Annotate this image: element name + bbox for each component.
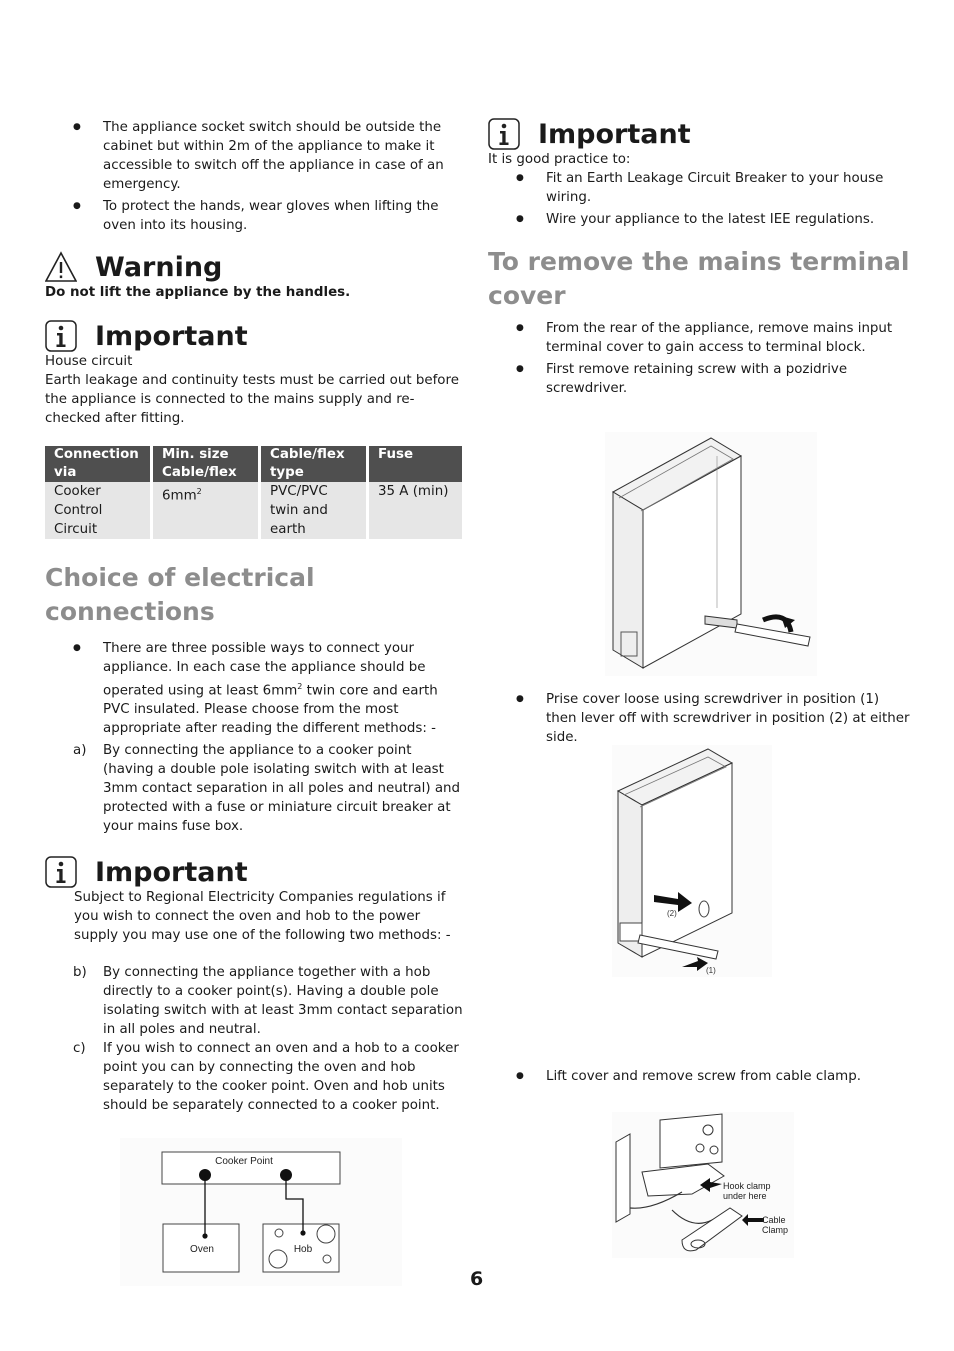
good-practice-bullets (488, 169, 913, 229)
list-item: ● First remove retaining screw with a pozidrive screwdriver. (488, 360, 913, 398)
prise-cover-figure (612, 745, 772, 977)
table-header: Min. size Cable/flex (153, 446, 261, 482)
list-item: ● Fit an Earth Leakage Circuit Breaker to your house wiring. (488, 169, 913, 207)
info-icon (45, 856, 77, 888)
section-title: Choice of electrical connections (45, 563, 315, 626)
cable-clamp-figure (612, 1112, 794, 1258)
page-number: 6 (470, 1268, 484, 1290)
terminal-cover-screw-figure (605, 432, 817, 676)
important-heading (45, 320, 465, 352)
under-here-label: under here (723, 1191, 767, 1201)
warning-title: Warning (95, 251, 223, 283)
warning-icon (45, 251, 77, 283)
method-a (45, 741, 465, 836)
position-2-label: (2) (667, 909, 677, 918)
table-cell: 35 A (min) (369, 482, 465, 539)
table-cell: $6mm^2$ (153, 482, 261, 539)
position-1-label: (1) (706, 966, 716, 975)
table-cell: Cooker Control Circuit (45, 482, 153, 539)
lift-cover-bullet (488, 1067, 913, 1089)
warning-heading (45, 251, 465, 283)
house-circuit-label: House circuit (45, 354, 133, 369)
important-heading-2 (45, 856, 465, 888)
important-title: Important (95, 856, 248, 888)
important-title: Important (538, 118, 691, 150)
table-cell: PVC/PVC twin and earth (261, 482, 369, 539)
list-item: ● Prise cover loose using screwdriver in position (1) then lever off with screwdriver in position (2) at either side. (488, 690, 913, 747)
list-item: ● Wire your appliance to the latest IEE regulations. (488, 210, 913, 229)
cable-label: Cable (762, 1215, 786, 1225)
table-row (45, 482, 465, 539)
list-item: ● Lift cover and remove screw from cable clamp. (488, 1067, 913, 1086)
clamp-label: Clamp (762, 1225, 789, 1235)
table-header: Cable/flex type (261, 446, 369, 482)
list-item: ● There are three possible ways to connect your appliance. In each case the appliance should be operated using at least $6mm^2$ twin core and earth PVC insulated. Please choose from the most appropriate after reading the different methods: - (45, 639, 465, 738)
important-title: Important (95, 320, 248, 352)
list-item: ● The appliance socket switch should be outside the cabinet but within 2m of the appliance to make it accessible to switch off the appliance in case of an emergency. (45, 118, 465, 194)
good-practice-intro: It is good practice to: (488, 152, 631, 167)
list-item: ● To protect the hands, wear gloves when lifting the oven into its housing. (45, 197, 465, 235)
warning-text: Do not lift the appliance by the handles. (45, 285, 351, 300)
info-icon (45, 320, 77, 352)
important-heading-3 (488, 118, 913, 150)
section-title: To remove the mains terminal cover (488, 247, 910, 310)
table-header: Fuse (369, 446, 465, 482)
table-header-row (45, 446, 465, 482)
list-item: c) If you wish to connect an oven and a hob to a cooker point you can by connecting the oven and hob separately to the cooker point. Oven and hob units should be separately connected to a cooker point. (73, 1041, 459, 1114)
remove-bullets (488, 319, 913, 398)
table-header: Connection via (45, 446, 153, 482)
earth-leakage-text: Earth leakage and continuity tests must be carried out before the appliance is connected to the mains supply and re-checked after fitting. (45, 373, 459, 426)
hook-clamp-label: Hook clamp (723, 1181, 771, 1191)
cooker-point-diagram (120, 1138, 402, 1286)
cable-spec-table (45, 446, 465, 539)
prise-bullet (488, 690, 913, 750)
choice-bullets (45, 639, 465, 738)
info-icon (488, 118, 520, 150)
regulations-text: Subject to Regional Electricity Companies regulations if you wish to connect the oven and hob to the power supply you may use one of the following two methods: - (74, 890, 451, 944)
methods-b-c (45, 963, 465, 1115)
intro-bullets (45, 118, 465, 235)
cooker-point-label: Cooker Point (215, 1156, 273, 1167)
list-item: a) By connecting the appliance to a cooker point (having a double pole isolating switch with at least 3mm contact separation in all poles and neutral) and protected with a fuse or miniature circuit breaker at your mains fuse box. (73, 743, 461, 835)
oven-label: Oven (190, 1244, 214, 1255)
left-column (45, 118, 465, 1115)
right-column (488, 112, 913, 401)
hob-label: Hob (293, 1244, 313, 1255)
list-item: b) By connecting the appliance together with a hob directly to a cooker point(s). Having a double pole isolating switch with at least 3mm contact separation in all poles and neutral. (73, 965, 463, 1038)
list-item: ● From the rear of the appliance, remove mains input terminal cover to gain access to terminal block. (488, 319, 913, 357)
